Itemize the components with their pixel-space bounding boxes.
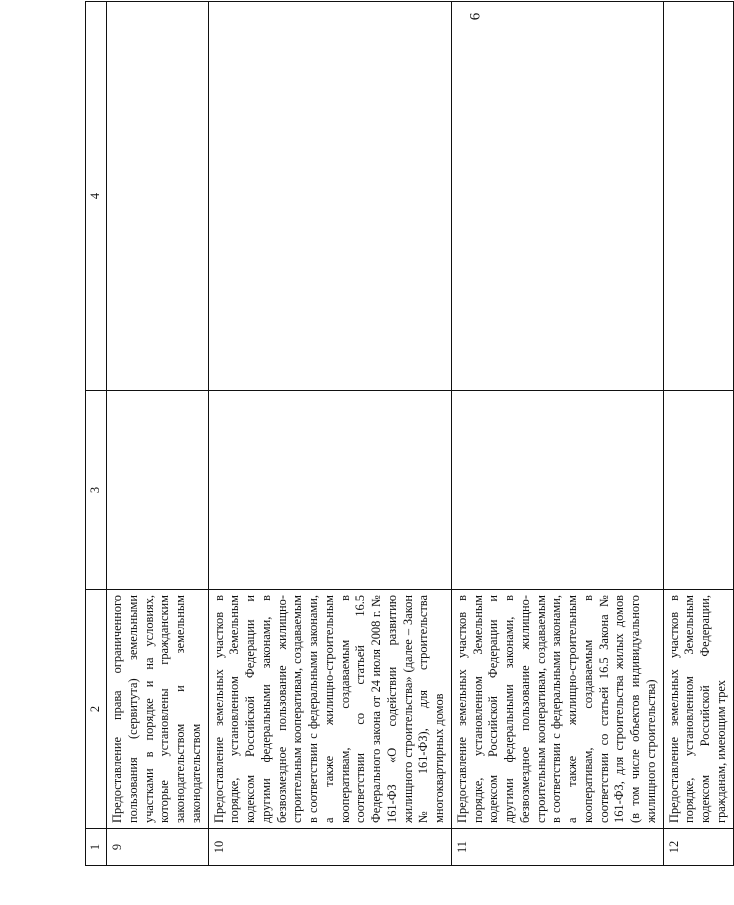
table-row: [451, 2, 663, 866]
row-cell-col3: [451, 391, 663, 590]
row-number: 9: [107, 829, 209, 866]
table-header-row: [86, 2, 107, 866]
row-cell-col4: [451, 2, 663, 391]
table-row: [107, 2, 209, 866]
row-cell-col4: [208, 2, 451, 391]
rotated-table-container: [85, 36, 728, 866]
row-cell-col4: [107, 2, 209, 391]
service-description: Предоставление земельных участков в порядке, установленном Земельным кодексом Российской Федерации и другими федеральными законами, в безвозмездное пользование жилищно-строительным кооперативам, создаваемым в соответствии с федеральными законами, а также жилищно-строительным кооперативам, создаваемым в соответствии со статьей 16.5 Закона № 161-ФЗ, для строительства жилых домов (в том числе объектов индивидуального жилищного строительства): [451, 590, 663, 829]
row-number: 10: [208, 829, 451, 866]
table-row: [663, 2, 733, 866]
header-cell-1: 1: [86, 829, 107, 866]
page-number: 6: [467, 12, 484, 21]
row-number: 12: [663, 829, 733, 866]
row-cell-col3: [208, 391, 451, 590]
table-row: [208, 2, 451, 866]
services-table: [85, 1, 734, 866]
service-description: Предоставление земельных участков в порядке, установленном Земельным кодексом Российской Федерации, гражданам, имеющим трех: [663, 590, 733, 829]
row-number: 11: [451, 829, 663, 866]
service-description: Предоставление земельных участков в порядке, установленном Земельным кодексом Российской Федерации и другими федеральными законами, в безвозмездное пользование жилищно-строительным кооперативам, создаваемым в соответствии с федеральными законами, а также жилищно-строительным кооперативам, создаваемым в соответствии со статьей 16.5 Федерального закона от 24 июля 2008 г. № 161-ФЗ «О содействии развитию жилищного строительства» (далее – Закон № 161-ФЗ), для строительства многоквартирных домов: [208, 590, 451, 829]
service-description: Предоставление права ограниченного пользования (сервитута) земельными участками в порядке и на условиях, которые установлены гражданским законодательством и земельным законодательством: [107, 590, 209, 829]
row-cell-col3: [107, 391, 209, 590]
header-cell-4: 4: [86, 2, 107, 391]
row-cell-col4: [663, 2, 733, 391]
row-cell-col3: [663, 391, 733, 590]
header-cell-3: 3: [86, 391, 107, 590]
header-cell-2: 2: [86, 590, 107, 829]
